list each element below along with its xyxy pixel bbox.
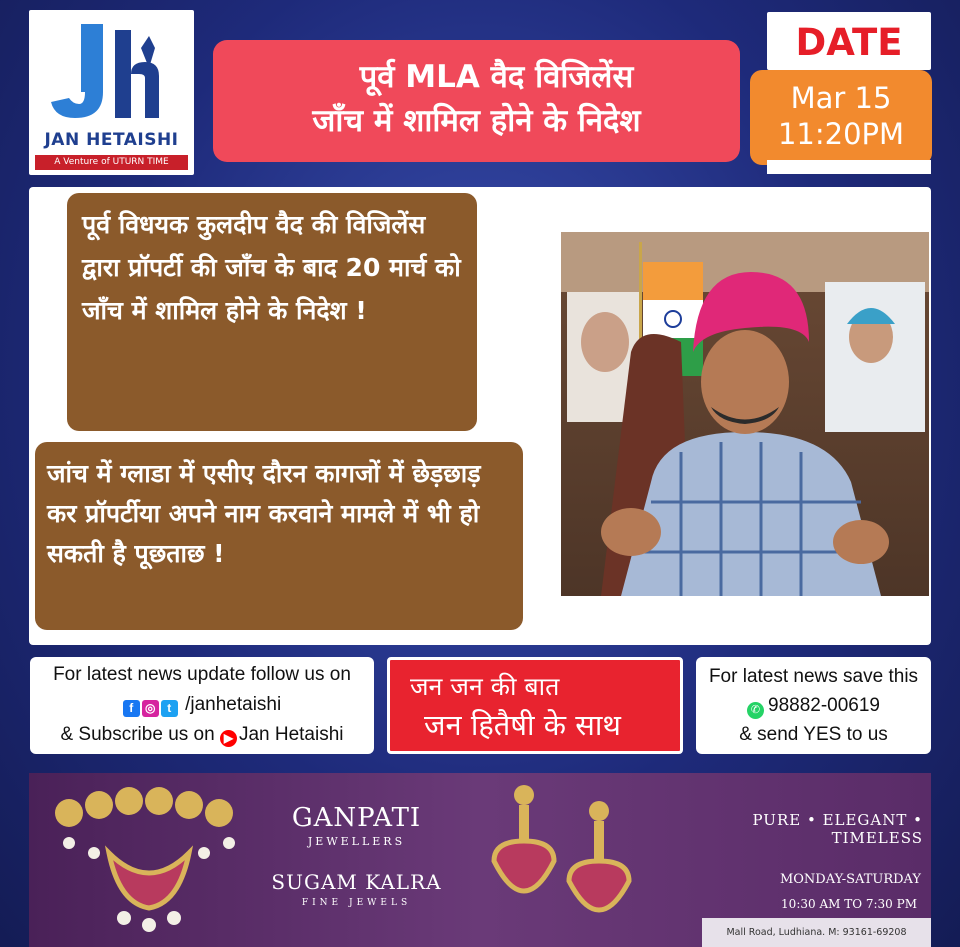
date-label: DATE	[767, 12, 931, 70]
youtube-channel[interactable]: Jan Hetaishi	[238, 724, 344, 745]
follow-box	[30, 657, 374, 754]
social-handle[interactable]: /janhetaishi	[185, 694, 282, 715]
ad-brand2-name: SUGAM KALRA	[271, 870, 442, 894]
date-strip	[767, 160, 931, 174]
logo	[29, 10, 194, 175]
follow-line-2	[30, 690, 374, 720]
logo-name: JAN HETAISHI	[44, 130, 179, 150]
ad-days: MONDAY-SATURDAY	[779, 872, 921, 887]
date-value	[750, 70, 932, 165]
story-paragraph-2	[35, 442, 523, 630]
ad-details	[659, 811, 929, 911]
ad-address: Mall Road, Ludhiana. M: 93161-69208	[702, 918, 931, 947]
person-photo-icon	[561, 232, 929, 596]
slogan-line-1: जन जन की बात	[410, 672, 560, 701]
headline	[213, 40, 740, 162]
slogan-box	[387, 657, 683, 754]
whatsapp-number[interactable]: 98882-00619	[768, 695, 880, 716]
date-day: Mar 15	[790, 81, 892, 115]
ad-brand-name: GANPATI	[291, 803, 422, 833]
ad-brand	[269, 803, 444, 908]
whatsapp-icon[interactable]: ✆	[747, 702, 764, 719]
necklace-icon	[49, 783, 249, 943]
save-number-box	[696, 657, 931, 754]
news-photo	[561, 232, 929, 596]
story-paragraph-2-text: जांच में ग्लाडा में एसीए दौरन कागजों में छेड़छाड़ कर प्रॉपर्टीया अपने नाम करवाने मामले में भी हो सकती है पूछताछ !	[47, 459, 481, 568]
headline-line-2: जाँच में शामिल होने के निदेश	[312, 103, 641, 139]
youtube-icon[interactable]: ▶	[220, 730, 237, 747]
instagram-icon[interactable]: ◎	[142, 700, 159, 717]
jan-hetaishi-logo-icon	[29, 18, 194, 128]
logo-tagline: A Venture of UTURN TIME	[35, 155, 188, 170]
save-line-3: & send YES to us	[739, 724, 888, 745]
follow-line-3	[30, 720, 374, 750]
follow-line-1: For latest news update follow us on	[53, 664, 351, 685]
story-paragraph-1: पूर्व विधयक कुलदीप वैद की विजिलेंस द्वारा प्रॉपर्टी की जाँच के बाद 20 मार्च को जाँच में शामिल होने के निदेश !	[67, 193, 477, 431]
headline-line-1: पूर्व MLA वैद विजिलेंस	[359, 59, 634, 95]
save-line-2	[696, 691, 931, 720]
date-time: 11:20PM	[777, 117, 905, 151]
facebook-icon[interactable]: f	[123, 700, 140, 717]
earrings-icon	[479, 781, 649, 941]
twitter-icon[interactable]: t	[161, 700, 178, 717]
subscribe-text: & Subscribe us on	[60, 724, 215, 745]
ad-brand-sub: JEWELLERS	[307, 835, 406, 848]
ad-hours: 10:30 AM TO 7:30 PM	[781, 897, 917, 911]
save-line-1: For latest news save this	[708, 666, 919, 687]
jewellery-ad	[29, 773, 931, 947]
ad-tagline: PURE • ELEGANT • TIMELESS	[752, 811, 923, 847]
slogan-line-2: जन हितैषी के साथ	[424, 708, 621, 742]
ad-brand2-sub: FINE JEWELS	[301, 898, 412, 908]
